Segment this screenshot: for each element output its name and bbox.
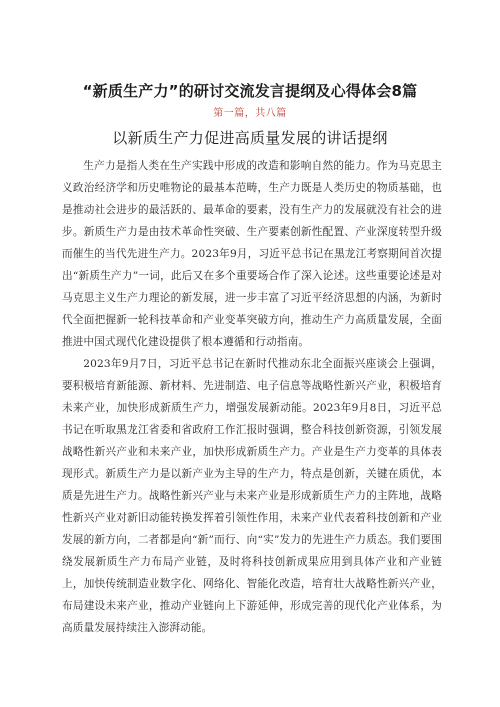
document-title: “新质生产力”的研讨交流发言提纲及心得体会8篇 (82, 82, 418, 100)
section-heading: 以新质生产力促进高质量发展的讲话提纲 (112, 129, 388, 147)
body-text (62, 155, 442, 639)
paragraph-2: 2023年9月7日，习近平总书记在新时代推动东北全面振兴座谈会上强调，要积极培育新能源、新材料、先进制造、电子信息等战略性新兴产业，积极培育未来产业，加快形成新质生产力，增强发展新动能。2023年9月8日，习近平总书记在听取黑龙江省委和省政府工作汇报时强调，整合科技创新资源，引领发展战略性新兴产业和未来产业，加快形成新质生产力。产业是生产力变革的具体表现形式。新质生产力是以新产业为主导的生产力，特点是创新，关键在质优，本质是先进生产力。战略性新兴产业与未来产业是形成新质生产力的主阵地，战略性新兴产业对新旧动能转换发挥着引领性作用，未来产业代表着科技创新和产业发展的新方向，二者都是向“新”而行、向“实”发力的先进生产力质态。我们要围绕发展新质生产力布局产业链，及时将科技创新成果应用到具体产业和产业链上，加快传统制造业数字化、网络化、智能化改造，培育壮大战略性新兴产业，布局建设未来产业，推动产业链向上下游延伸，形成完善的现代化产业体系，为高质量发展持续注入澎湃动能。 (62, 358, 442, 634)
paragraph-1: 生产力是指人类在生产实践中形成的改造和影响自然的能力。作为马克思主义政治经济学和历史唯物论的最基本范畴，生产力既是人类历史的物质基础，也是推动社会进步的最活跃的、最革命的要素，没有生产力的发展就没有社会的进步。新质生产力是由技术革命性突破、生产要素创新性配置、产业深度转型升级而催生的当代先进生产力。2023年9月，习近平总书记在黑龙江考察期间首次提出“新质生产力”一词，此后又在多个重要场合作了深入论述。这些重要论述是对马克思主义生产力理论的新发展，进一步丰富了习近平经济思想的内涵，为新时代全面把握新一轮科技革命和产业变革突破方向，推动生产力高质量发展，全面推进中国式现代化建设提供了根本遵循和行动指南。 (62, 160, 442, 348)
section-label: 第一篇，共八篇 (213, 108, 287, 119)
